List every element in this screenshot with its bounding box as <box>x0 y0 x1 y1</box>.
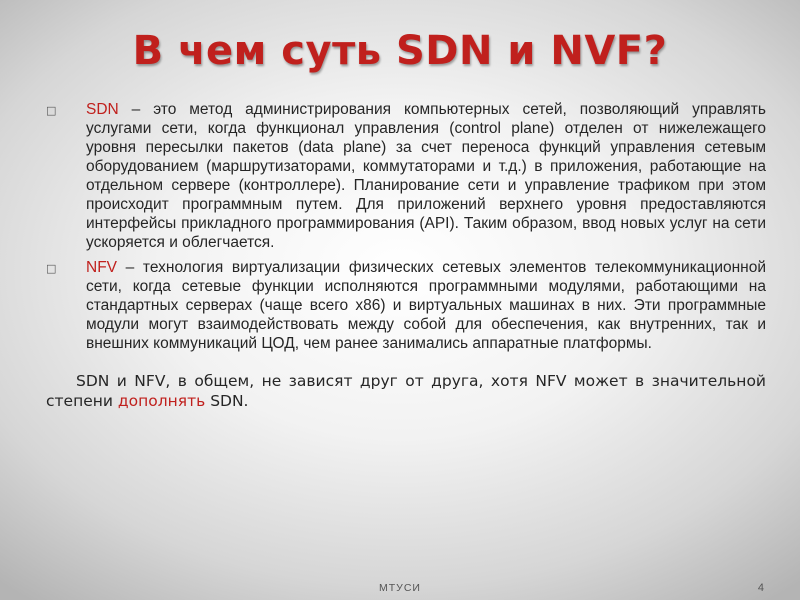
bullet-square-icon: □ <box>46 104 57 117</box>
page-number: 4 <box>757 582 764 594</box>
summary-paragraph <box>46 371 766 411</box>
slide-content <box>46 100 766 411</box>
summary-highlight: дополнять <box>117 392 206 410</box>
term-nfv: NFV <box>86 259 117 276</box>
summary-text-after: SDN. <box>205 392 249 410</box>
bullet-square-icon: □ <box>46 262 57 275</box>
term-sdn: SDN <box>86 101 119 118</box>
footer-label: МТУСИ <box>379 582 421 594</box>
summary-text-before: SDN и NFV, в общем, не зависят друг от друга, хотя NFV может в значительной степени <box>46 372 766 410</box>
slide-title: В чем суть SDN и NVF? <box>132 28 668 74</box>
bullet-nfv <box>46 258 766 353</box>
bullet-sdn <box>46 100 766 252</box>
bullet-nfv-text: – технология виртуализации физических сетевых элементов телекоммуникационной сети, когда сетевые функции исполняются программными модулями, работающими на стандартных серверах (чаще всего x86) и виртуальных машинах в них. Эти программные модули могут взаимодействовать между собой для обеспечения, как внутренних, так и внешних коммуникаций ЦОД, чем ранее занимались аппаратные платформы. <box>86 259 766 352</box>
bullet-sdn-text: – это метод администрирования компьютерных сетей, позволяющий управлять услугами сети, когда функционал управления (control plane) отделен от нижележащего уровня пересылки пакетов (data plane) за счет переноса функций управления сетевым оборудованием (маршрутизаторами, коммутаторами и т.д.) в приложения, работающие на отдельном сервере (контроллере). Планирование сети и управление трафиком при этом происходит программным путем. Для приложений верхнего уровня предоставляются интерфейсы прикладного программирования (API). Таким образом, ввод новых услуг на сети ускоряется и облегчается. <box>86 101 766 251</box>
